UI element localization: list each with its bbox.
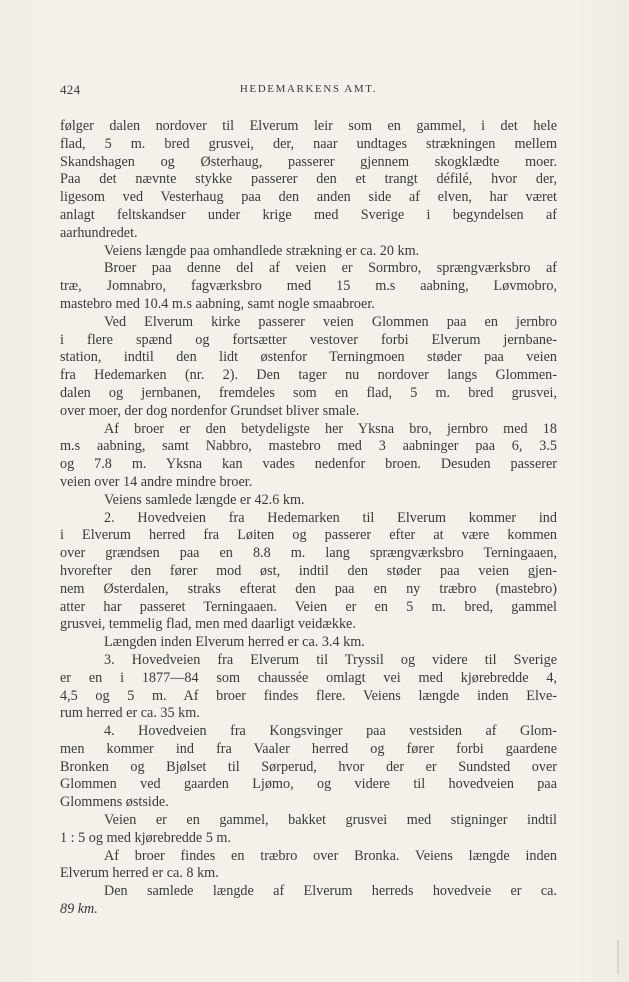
text-line: fra Hedemarken (nr. 2). Den tager nu nordover langs Glommen- [60,367,557,384]
running-title: HEDEMARKENS AMT. [239,83,378,95]
text-line: flad, 5 m. bred grusvei, der, naar undtages strækningen mellem [60,135,557,152]
text-line: Veiens længde paa omhandlede strækning er ca. 20 km. [104,242,420,259]
text-line: følger dalen nordover til Elverum leir som en gammel, i det hele [60,118,557,134]
text-line: 3. Hovedveien fra Elverum til Tryssil og videre til Sverige [104,651,557,668]
text-line: ligesom ved Vesterhaug paa den anden side af elven, har været [60,189,557,206]
text-line: grusvei, temmelig flad, men med daarligt veidække. [60,616,356,633]
text-line: Af broer findes en træbro over Bronka. Veiens længde inden [104,847,557,864]
text-line: nem Østerdalen, straks efterat den paa en ny træbro (mastebro) [60,580,557,597]
text-line: i Elverum herred fra Løiten og passerer efter at være kommen [60,527,557,544]
text-line: Ved Elverum kirke passerer veien Glommen paa en jernbro [104,313,557,330]
text-line: og 7.8 m. Yksna kan vades nedenfor broen. Desuden passerer [60,456,557,473]
total-length: 89 km. [60,901,98,918]
text-line: Elverum herred er ca. 8 km. [60,865,219,882]
text-line: er en i 1877—84 som chaussée omlagt vei med kjørebredde 4, [60,669,557,686]
text-line: i flere spænd og fortsætter vestover forbi Elverum jernbane- [60,331,557,348]
text-line: Længden inden Elverum herred er ca. 3.4 km. [104,634,365,651]
text-line: over grændsen paa en 8.8 m. lang sprængværksbro Terningaaen, [60,545,557,562]
text-line: station, indtil den lidt østenfor Terningmoen støder paa veien [60,349,557,366]
page-edge-shadow [617,940,619,974]
text-line: 2. Hovedveien fra Hedemarken til Elverum kommer ind [104,509,557,526]
page-header [60,82,557,102]
text-line: over moer, der dog nordenfor Grundset bliver smale. [60,402,360,419]
text-line: Bronken og Bjølset til Sørperud, hvor der er Sundsted over [60,758,557,775]
text-line: Veiens samlede længde er 42.6 km. [104,491,305,508]
text-line: Glommen ved gaarden Ljømo, og videre til hovedveien paa [60,776,557,793]
page-number: 424 [60,82,81,97]
text-line: m.s aabning, samt Nabbro, mastebro med 3 aabninger paa 6, 3.5 [60,438,557,455]
text-line-italic [60,901,557,919]
text-line: mastebro med 10.4 m.s aabning, samt nogle smaabroer. [60,295,375,312]
text-line: veien over 14 andre mindre broer. [60,473,253,490]
text-line: 4,5 og 5 m. Af broer findes flere. Veiens længde inden Elve- [60,687,557,704]
text-line: Glommens østside. [60,794,169,811]
text-line: Paa det nævnte stykke passerer den et trangt défilé, hvor der, [60,171,557,188]
text-line: 4. Hovedveien fra Kongsvinger paa vestsiden af Glom- [104,723,557,740]
text-line: Veien er en gammel, bakket grusvei med stigninger indtil [104,812,557,829]
text-line: rum herred er ca. 35 km. [60,705,200,722]
text-line: men kommer ind fra Vaaler herred og fører forbi gaardene [60,740,557,757]
text-line: træ, Jomnabro, fagværksbro med 15 m.s aabning, Løvmobro, [60,278,557,295]
text-line: Broer paa denne del af veien er Sormbro, sprængværksbro af [104,260,557,277]
body-text [60,118,557,919]
text-line: Den samlede længde af Elverum herreds hovedveie er ca. [104,883,557,900]
text-line: 1 : 5 og med kjørebredde 5 m. [60,829,231,846]
text-line: Af broer er den betydeligste her Yksna bro, jernbro med 18 [104,420,557,437]
text-line: aarhundredet. [60,224,138,241]
text-line: atter har passeret Terningaaen. Veien er en 5 m. bred, gammel [60,598,557,615]
text-line: Skandshagen og Østerhaug, passerer gjennem skogklædte moer. [60,153,557,170]
text-line: hvorefter den fører mod øst, indtil den støder paa veien gjen- [60,562,557,579]
text-line: dalen og jernbanen, fremdeles som en flad, 5 m. bred grusvei, [60,384,557,401]
text-line: anlagt feltskandser under krige med Sverige i begyndelsen af [60,206,557,223]
